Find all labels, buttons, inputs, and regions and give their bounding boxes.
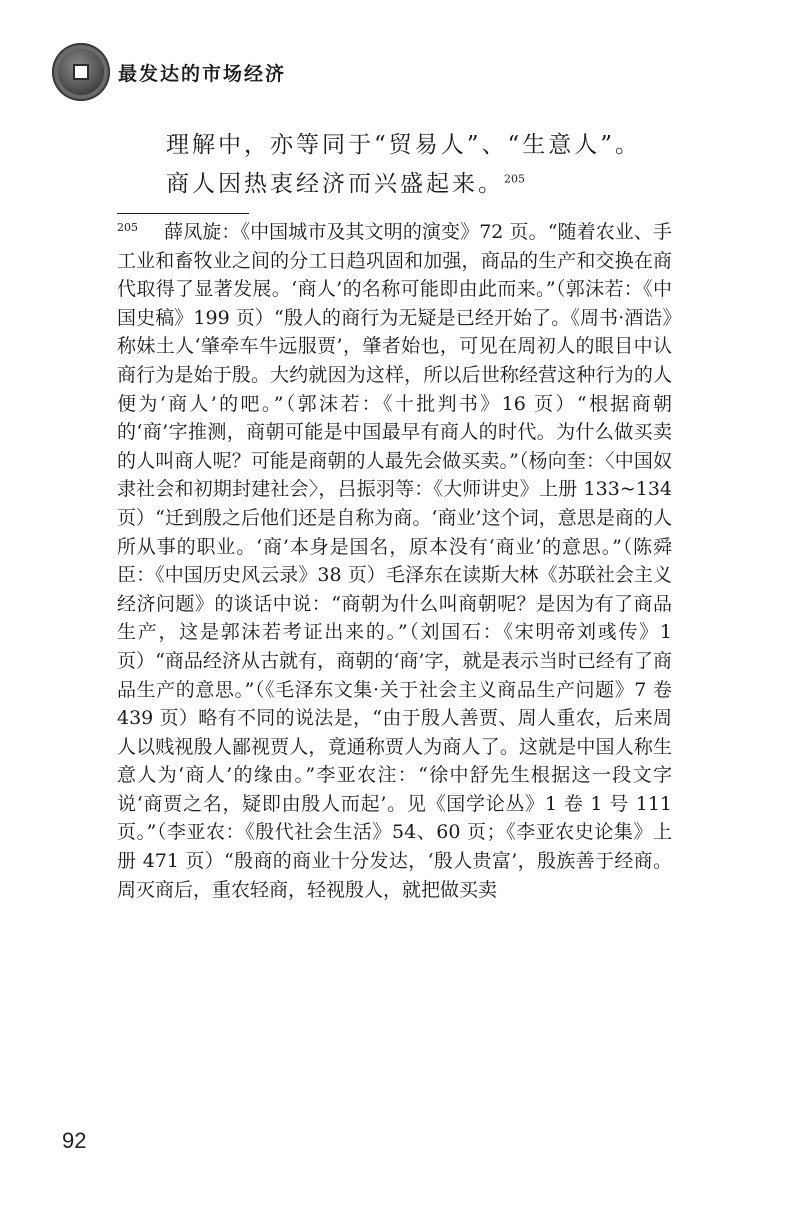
footnote-divider <box>117 213 249 214</box>
running-header <box>52 42 286 102</box>
footnote <box>117 218 672 904</box>
body-line-1 <box>166 126 686 165</box>
body-line-2-text: 商人因热衷经济而兴盛起来。 <box>166 171 504 197</box>
body-line-1-text: 理解中，亦等同于“贸易人”、“生意人”。 <box>166 132 642 158</box>
ancient-coin-icon <box>52 43 110 101</box>
coin-square-hole <box>73 64 89 80</box>
footnote-number: 205 <box>117 220 138 234</box>
footnote-reference[interactable]: 205 <box>504 172 525 186</box>
chapter-title: 最发达的市场经济 <box>118 62 287 85</box>
footnote-text: 薛凤旋：《中国城市及其文明的演变》72 页。“随着农业、手工业和畜牧业之间的分工日趋巩固和加强，商品的生产和交换在商代取得了显著发展。‘商人’的名称可能即由此而来。”（郭沫若：《中国史稿》199 页）“殷人的商行为无疑是已经开始了。《周书·酒诰》称妹土人‘肇牵车牛远服贾’，肇者始也，可见在周初人的眼目中认商行为是始于殷。大约就因为这样，所以后世称经营这种行为的人便为‘商人’的吧。”（郭沫若：《十批判书》16 页）“根据商朝的‘商’字推测，商朝可能是中国最早有商人的时代。为什么做买卖的人叫商人呢？可能是商朝的人最先会做买卖。”（杨向奎：〈中国奴隶社会和初期封建社会〉，吕振羽等：《大师讲史》上册 133~134 页）“迁到殷之后他们还是自称为商。‘商业’这个词，意思是商的人所从事的职业。‘商’本身是国名，原本没有‘商业’的意思。”（陈舜臣：《中国历史风云录》38 页）毛泽东在读斯大林《苏联社会主义经济问题》的谈话中说：“商朝为什么叫商朝呢？是因为有了商品生产，这是郭沫若考证出来的。”（刘国石：《宋明帝刘彧传》1 页）“商品经济从古就有，商朝的‘商’字，就是表示当时已经有了商品生产的意思。”（《毛泽东文集·关于社会主义商品生产问题》7 卷 439 页）略有不同的说法是，“由于殷人善贾、周人重农，后来周人以贱视殷人鄙视贾人，竟通称贾人为商人了。这就是中国人称生意人为‘商人’的缘由。”李亚农注：“徐中舒先生根据这一段文字说‘商贾之名，疑即由殷人而起’。见《国学论丛》1 卷 1 号 111 页。”（李亚农：《殷代社会生活》54、60 页；《李亚农史论集》上册 471 页）“殷商的商业十分发达，‘殷人贵富’，殷族善于经商。周灭商后，重农轻商，轻视殷人，就把做买卖 <box>117 221 672 901</box>
body-text <box>166 126 686 204</box>
page-number: 92 <box>62 1128 87 1153</box>
body-line-2 <box>166 165 686 204</box>
